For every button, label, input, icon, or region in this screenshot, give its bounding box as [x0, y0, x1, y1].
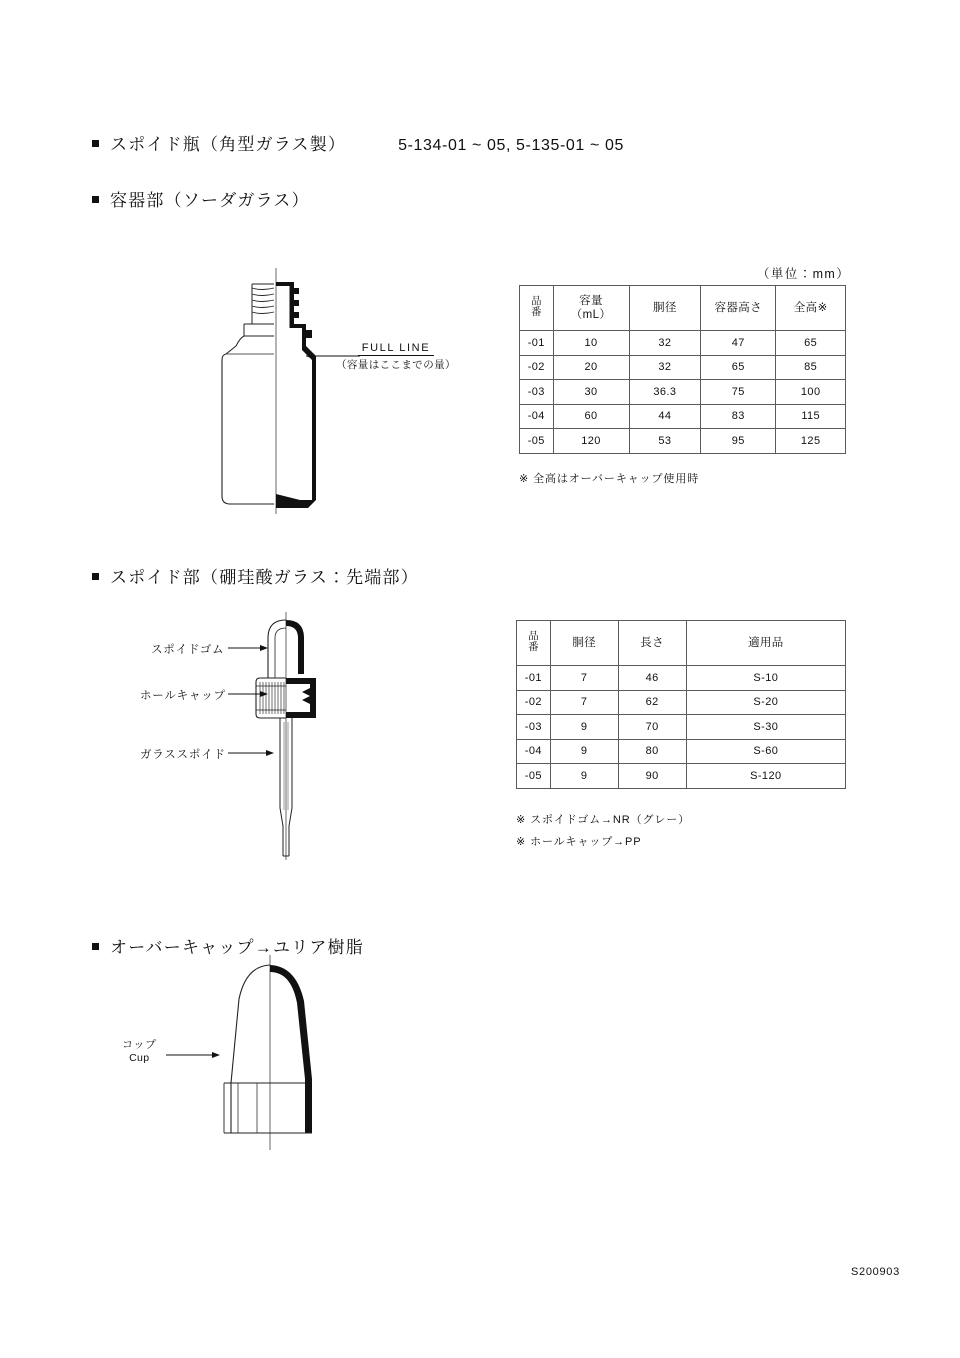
- table-row: [517, 739, 846, 764]
- bullet-marker-icon: [92, 943, 99, 950]
- col-header-diameter: 胴径: [629, 286, 701, 331]
- page-title-label: スポイド瓶（角型ガラス製）: [110, 135, 347, 154]
- overcap-diagram: [212, 955, 340, 1150]
- cell-diameter: 32: [629, 331, 701, 356]
- table-row: [517, 690, 846, 715]
- table-row: [520, 331, 846, 356]
- dropper-footnote-rubber: ※ スポイドゴム→NR（グレー）: [516, 814, 691, 826]
- section-heading-overcap-label: オーバーキャップ→ユリア樹脂: [110, 938, 364, 957]
- cell-diameter: 32: [629, 355, 701, 380]
- section-heading-dropper: [92, 563, 419, 588]
- dropper-footnote-holecap: ※ ホールキャップ→PP: [516, 836, 642, 848]
- cell-capacity: 20: [553, 355, 629, 380]
- col-header-diameter: 胴径: [550, 621, 618, 666]
- callout-arrow-rubber-icon: [228, 641, 270, 655]
- cell-length: 80: [618, 739, 686, 764]
- cell-diameter: 7: [550, 690, 618, 715]
- cell-hinban: -03: [517, 715, 551, 740]
- table-row: [520, 429, 846, 454]
- cell-applicable: S-20: [686, 690, 845, 715]
- table-row: [520, 380, 846, 405]
- container-footnote: ※ 全高はオーバーキャップ使用時: [519, 473, 700, 485]
- cell-diameter: 9: [550, 764, 618, 789]
- col-header-length: 長さ: [618, 621, 686, 666]
- cell-height: 47: [701, 331, 776, 356]
- cell-diameter: 9: [550, 739, 618, 764]
- cup-callout-label: [122, 1039, 157, 1064]
- cell-total: 125: [776, 429, 846, 454]
- cell-diameter: 44: [629, 404, 701, 429]
- bullet-marker-icon: [92, 140, 99, 147]
- table-row: [517, 666, 846, 691]
- cell-height: 75: [701, 380, 776, 405]
- container-spec-table: [519, 285, 846, 454]
- cell-applicable: S-10: [686, 666, 845, 691]
- col-header-hinban: 品 番: [520, 286, 554, 331]
- cell-capacity: 120: [553, 429, 629, 454]
- section-heading-container: [92, 186, 310, 211]
- cell-diameter: 53: [629, 429, 701, 454]
- table-row: [517, 764, 846, 789]
- dropper-spec-table: [516, 620, 846, 789]
- cell-diameter: 36.3: [629, 380, 701, 405]
- cell-hinban: -03: [520, 380, 554, 405]
- page-title: [92, 130, 624, 155]
- cell-length: 90: [618, 764, 686, 789]
- footer-document-code: S200903: [851, 1266, 900, 1278]
- col-header-hinban: 品 番: [517, 621, 551, 666]
- col-header-total-height: 全高※: [776, 286, 846, 331]
- cell-length: 46: [618, 666, 686, 691]
- fullline-en-label: FULL LINE: [358, 342, 434, 356]
- cell-diameter: 7: [550, 666, 618, 691]
- cup-label-en: Cup: [129, 1051, 150, 1064]
- cell-hinban: -02: [520, 355, 554, 380]
- cell-total: 85: [776, 355, 846, 380]
- cell-applicable: S-60: [686, 739, 845, 764]
- table-header-row: [517, 621, 846, 666]
- callout-label-glass: ガラススポイド: [140, 749, 226, 761]
- cell-length: 70: [618, 715, 686, 740]
- fullline-callout: [336, 338, 456, 372]
- cell-height: 95: [701, 429, 776, 454]
- cell-hinban: -04: [517, 739, 551, 764]
- cell-hinban: -04: [520, 404, 554, 429]
- cell-hinban: -02: [517, 690, 551, 715]
- table-row: [517, 715, 846, 740]
- cell-height: 83: [701, 404, 776, 429]
- cell-height: 65: [701, 355, 776, 380]
- bullet-marker-icon: [92, 196, 99, 203]
- callout-label-rubber: スポイドゴム: [151, 644, 225, 656]
- table-header-row: [520, 286, 846, 331]
- table-row: [520, 404, 846, 429]
- fullline-jp-label: （容量はここまでの量）: [336, 359, 456, 371]
- unit-note-container: （単位：mm）: [757, 267, 851, 281]
- cell-applicable: S-30: [686, 715, 845, 740]
- cell-diameter: 9: [550, 715, 618, 740]
- bullet-marker-icon: [92, 573, 99, 580]
- container-table-body: [520, 331, 846, 454]
- cell-total: 65: [776, 331, 846, 356]
- callout-label-holecap: ホールキャップ: [140, 690, 226, 702]
- section-heading-container-label: 容器部（ソーダガラス）: [110, 191, 310, 210]
- col-header-capacity: 容量 （mL）: [553, 286, 629, 331]
- callout-arrow-holecap-icon: [228, 687, 270, 701]
- cell-total: 115: [776, 404, 846, 429]
- col-header-height: 容器高さ: [701, 286, 776, 331]
- cup-callout-arrow-icon: [166, 1048, 222, 1062]
- bottle-diagram: [196, 268, 356, 514]
- product-code: 5-134-01 ~ 05, 5-135-01 ~ 05: [398, 137, 624, 154]
- cell-applicable: S-120: [686, 764, 845, 789]
- cell-capacity: 60: [553, 404, 629, 429]
- cell-hinban: -01: [520, 331, 554, 356]
- cell-total: 100: [776, 380, 846, 405]
- cell-capacity: 30: [553, 380, 629, 405]
- cell-capacity: 10: [553, 331, 629, 356]
- dropper-table-body: [517, 666, 846, 789]
- cell-hinban: -05: [520, 429, 554, 454]
- section-heading-dropper-label: スポイド部（硼珪酸ガラス：先端部）: [110, 568, 419, 587]
- cell-hinban: -01: [517, 666, 551, 691]
- callout-arrow-glass-icon: [228, 746, 276, 760]
- cell-length: 62: [618, 690, 686, 715]
- cup-label-jp: コップ: [122, 1039, 157, 1051]
- cell-hinban: -05: [517, 764, 551, 789]
- table-row: [520, 355, 846, 380]
- col-header-applicable: 適用品: [686, 621, 845, 666]
